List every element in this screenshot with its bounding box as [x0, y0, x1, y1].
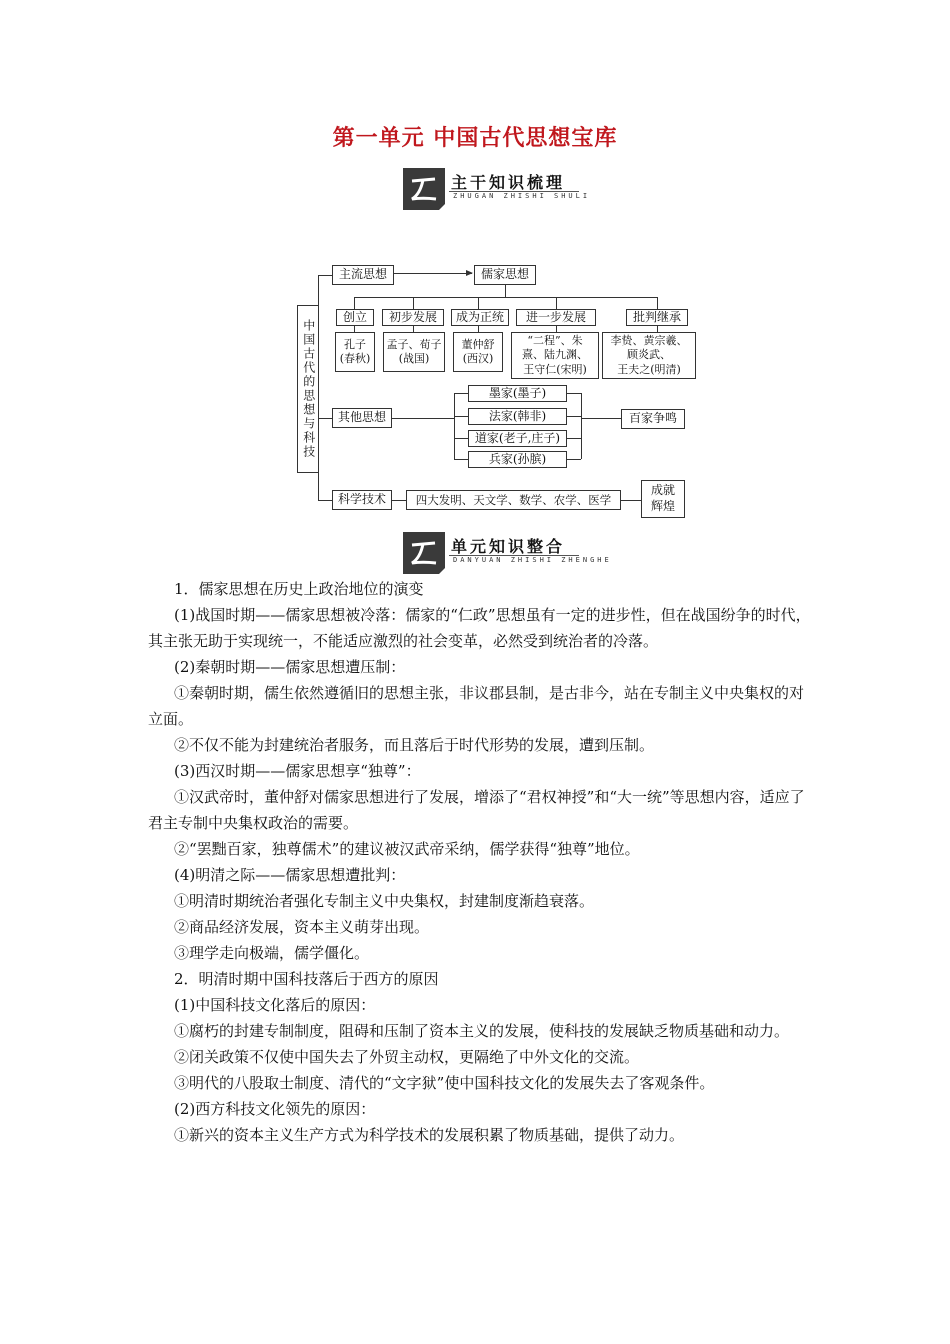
node-science: 科学技术 [332, 490, 392, 510]
tl-logo-icon [403, 168, 445, 210]
paragraph: ②“罢黜百家，独尊儒术”的建议被汉武帝采纳，儒学获得“独尊”地位。 [174, 840, 640, 858]
stage-label: 创立 [336, 309, 374, 326]
paragraph: ①汉武帝时，董仲舒对儒家思想进行了发展，增添了“君权神授”和“大一统”等思想内容，适应了君主专制中央集权政治的需要。 [148, 788, 805, 832]
paragraph: ②不仅不能为封建统治者服务，而且落后于时代形势的发展，遭到压制。 [174, 736, 655, 754]
school-node: 道家(老子,庄子) [468, 430, 567, 447]
paragraph: (4)明清之际——儒家思想遭批判： [174, 866, 406, 884]
node-confucian: 儒家思想 [474, 265, 536, 285]
banner-title: 主干知识梳理 [451, 173, 566, 192]
stage-label: 进一步发展 [516, 309, 596, 326]
stage-label: 批判继承 [626, 309, 688, 326]
node-science-items: 四大发明、天文学、数学、农学、医学 [406, 490, 621, 510]
stage-label: 成为正统 [451, 309, 509, 326]
paragraph: (2)秦朝时期——儒家思想遭压制： [174, 658, 406, 676]
stage-detail: 孔子 (春秋) [335, 332, 375, 372]
stage-detail: 李贽、黄宗羲、 顾炎武、 王夫之(明清) [602, 332, 696, 379]
page-title: 第一单元 中国古代思想宝库 [332, 125, 618, 151]
section-banner-unit-integration [403, 532, 612, 574]
node-mainstream: 主流思想 [332, 265, 394, 285]
paragraph: ①腐朽的封建专制制度，阻碍和压制了资本主义的发展，使科技的发展缺乏物质基础和动力。 [174, 1022, 790, 1040]
paragraph: ③理学走向极端，儒学僵化。 [174, 944, 370, 962]
section-heading: 1．儒家思想在历史上政治地位的演变 [174, 580, 424, 598]
school-node: 兵家(孙膑) [468, 451, 567, 468]
tl-logo-icon [403, 532, 445, 574]
body-text [148, 576, 812, 1148]
paragraph: ②商品经济发展，资本主义萌芽出现。 [174, 918, 430, 936]
stage-detail: “二程”、朱 熹、陆九渊、 王守仁(宋明) [511, 332, 599, 379]
paragraph: (3)西汉时期——儒家思想享“独尊”： [174, 762, 421, 780]
paragraph: ①明清时期统治者强化专制主义中央集权，封建制度渐趋衰落。 [174, 892, 595, 910]
paragraph: ②闭关政策不仅使中国失去了外贸主动权，更隔绝了中外文化的交流。 [174, 1048, 640, 1066]
paragraph: ①新兴的资本主义生产方式为科学技术的发展积累了物质基础，提供了动力。 [174, 1126, 685, 1144]
section-banner-main-knowledge [403, 168, 591, 210]
paragraph: ①秦朝时期，儒生依然遵循旧的思想主张，非议郡县制，是古非今，站在专制主义中央集权的对立面。 [148, 684, 805, 728]
node-other: 其他思想 [332, 408, 392, 428]
stage-detail: 孟子、荀子 (战国) [383, 332, 445, 372]
banner-pinyin: DANYUAN ZHISHI ZHENGHE [453, 556, 612, 564]
stage-label: 初步发展 [382, 309, 444, 326]
school-node: 墨家(墨子) [468, 385, 567, 402]
paragraph: (1)中国科技文化落后的原因： [174, 996, 376, 1014]
paragraph: ③明代的八股取士制度、清代的“文字狱”使中国科技文化的发展失去了客观条件。 [174, 1074, 715, 1092]
banner-title: 单元知识整合 [451, 537, 566, 556]
banner-pinyin: ZHUGAN ZHISHI SHULI [453, 192, 591, 200]
diagram-root: 中国古代的思想与科技 [297, 305, 319, 473]
stage-detail: 董仲舒 (西汉) [453, 332, 503, 372]
node-achievement: 成就 辉煌 [641, 480, 685, 518]
node-hundred-schools: 百家争鸣 [621, 409, 685, 429]
school-node: 法家(韩非) [468, 408, 567, 425]
section-heading: 2．明清时期中国科技落后于西方的原因 [174, 970, 439, 988]
paragraph: (1)战国时期——儒家思想被冷落：儒家的“仁政”思想虽有一定的进步性，但在战国纷争的时代，其主张无助于实现统一，不能适应激烈的社会变革，必然受到统治者的冷落。 [148, 606, 811, 650]
paragraph: (2)西方科技文化领先的原因： [174, 1100, 376, 1118]
